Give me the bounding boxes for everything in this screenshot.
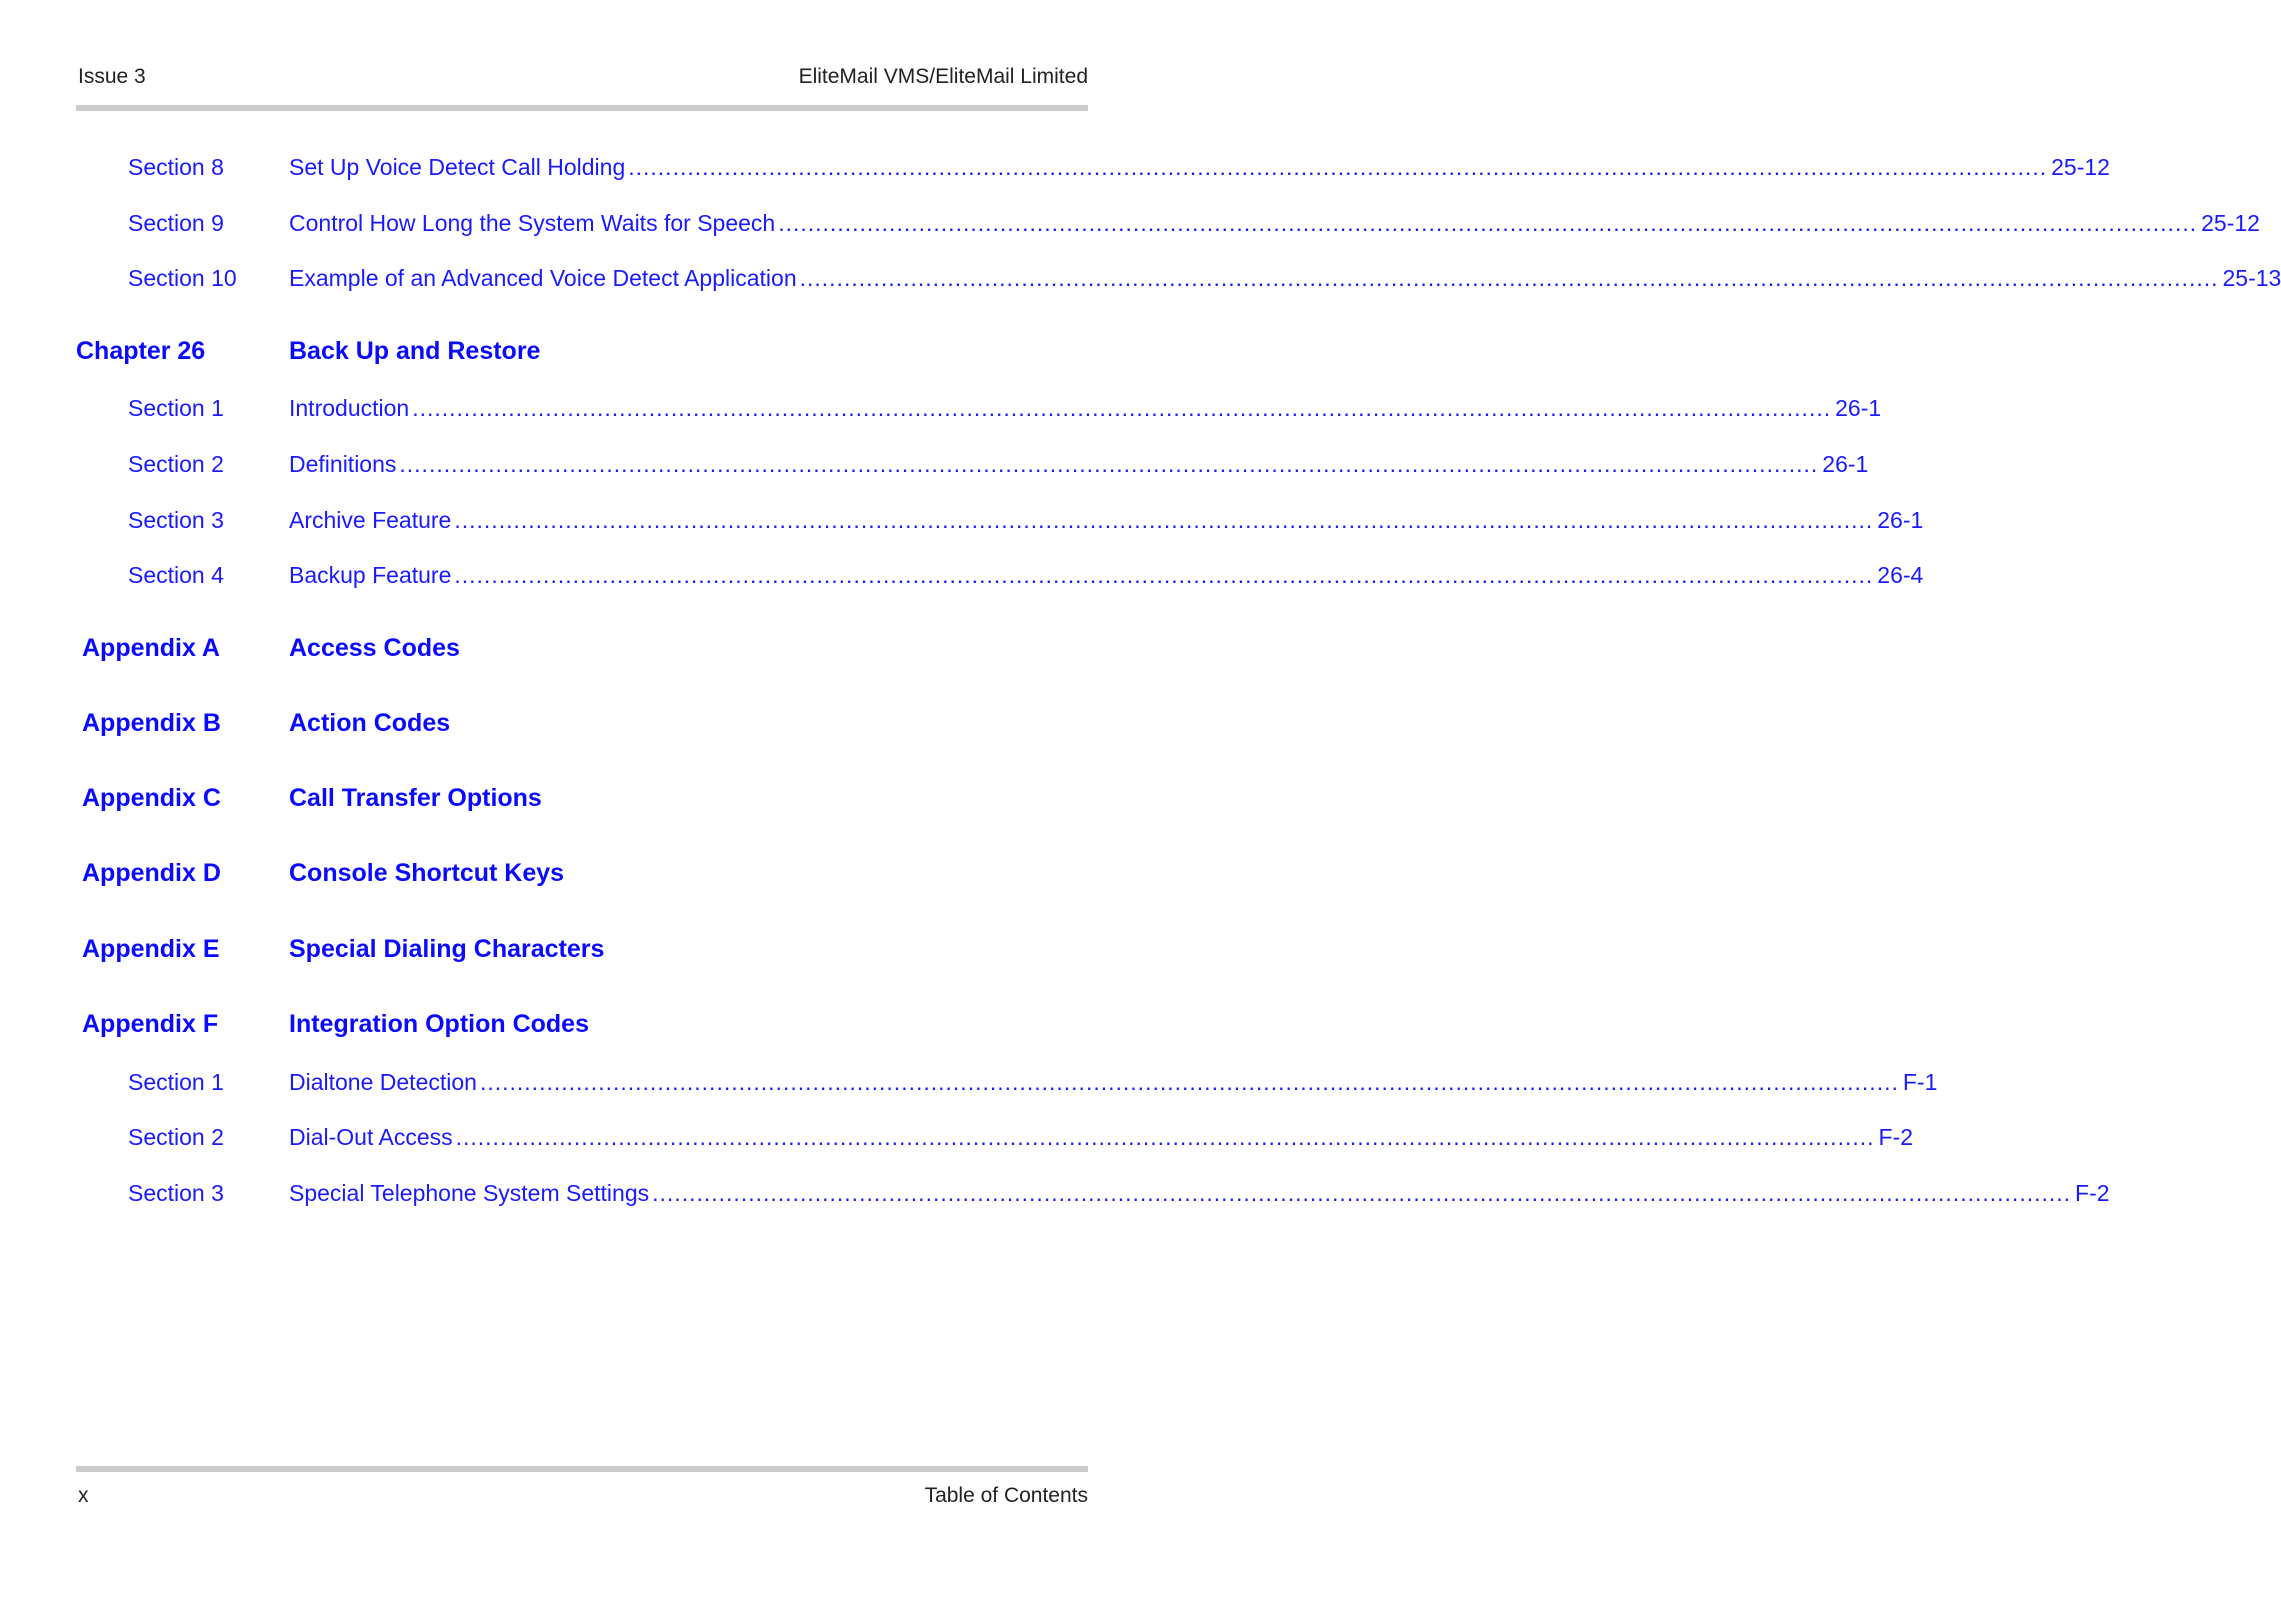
dot-leader: ................................................................................................................................................................................................ — [652, 1180, 2072, 1206]
toc-section-row — [0, 447, 1869, 481]
toc-entry-link[interactable] — [289, 1065, 1938, 1099]
section-title: Dialtone Detection — [289, 1069, 477, 1095]
header-rule — [76, 105, 1088, 111]
toc-entry-link[interactable] — [289, 1120, 1914, 1154]
appendix-letter: Appendix B — [82, 709, 221, 737]
toc-section-row — [0, 261, 2281, 295]
dot-leader: ................................................................................................................................................................................................ — [479, 1069, 1899, 1095]
section-title: Special Telephone System Settings — [289, 1180, 650, 1206]
toc-entry-link[interactable] — [289, 391, 1882, 425]
appendix-title-link[interactable]: Action Codes — [289, 709, 451, 737]
section-title: Control How Long the System Waits for Speech — [289, 210, 776, 236]
section-number: Section 9 — [128, 210, 224, 236]
appendix-title-link[interactable]: Integration Option Codes — [289, 1010, 589, 1038]
section-number: Section 3 — [128, 1180, 224, 1206]
appendix-title-link[interactable]: Console Shortcut Keys — [289, 859, 565, 887]
page-number: 26-4 — [1877, 562, 1924, 588]
chapter-number: Chapter 26 — [76, 337, 206, 365]
page-number: F-2 — [2075, 1180, 2110, 1206]
section-title: Dial-Out Access — [289, 1124, 453, 1150]
page-number: 26-1 — [1822, 451, 1869, 477]
page-number: F-2 — [1878, 1124, 1914, 1150]
footer-page-number: x — [78, 1484, 89, 1507]
toc-section-row — [0, 1176, 2110, 1210]
toc-section-row — [0, 150, 2110, 184]
appendix-title-link[interactable]: Access Codes — [289, 634, 460, 662]
section-title: Definitions — [289, 451, 397, 477]
appendix-title-link[interactable]: Special Dialing Characters — [289, 935, 605, 963]
page-number: 26-1 — [1877, 507, 1924, 533]
section-title: Example of an Advanced Voice Detect Application — [289, 265, 797, 291]
section-number: Section 1 — [128, 1069, 224, 1095]
section-title: Backup Feature — [289, 562, 452, 588]
toc-appendix-row — [0, 706, 1237, 740]
page-number: F-1 — [1902, 1069, 1938, 1095]
page-number: 25-13 — [2222, 265, 2281, 291]
toc-section-row — [0, 558, 1924, 592]
toc-section-row — [0, 206, 2260, 240]
appendix-letter: Appendix D — [82, 859, 221, 887]
dot-leader: ................................................................................................................................................................................................ — [455, 1124, 1875, 1150]
section-title: Archive Feature — [289, 507, 452, 533]
toc-entry-link[interactable] — [289, 206, 2260, 240]
dot-leader: ................................................................................................................................................................................................ — [399, 451, 1819, 477]
header-issue: Issue 3 — [78, 65, 146, 88]
page-number: 26-1 — [1835, 395, 1882, 421]
page-number: 25-12 — [2201, 210, 2260, 236]
section-number: Section 8 — [128, 154, 224, 180]
chapter-title-link[interactable]: Back Up and Restore — [289, 337, 541, 365]
section-number: Section 2 — [128, 451, 224, 477]
toc-appendix-row — [0, 932, 1237, 966]
toc-chapter-row — [0, 334, 1237, 368]
dot-leader: ................................................................................................................................................................................................ — [454, 507, 1874, 533]
dot-leader: ................................................................................................................................................................................................ — [778, 210, 2198, 236]
dot-leader: ................................................................................................................................................................................................ — [628, 154, 2048, 180]
toc-appendix-row — [0, 631, 1237, 665]
appendix-title-link[interactable]: Call Transfer Options — [289, 784, 542, 812]
toc-section-row — [0, 503, 1924, 537]
toc-section-row — [0, 1120, 1914, 1154]
toc-entry-link[interactable] — [289, 503, 1924, 537]
toc-appendix-row — [0, 856, 1237, 890]
toc-section-row — [0, 1065, 1938, 1099]
section-title: Set Up Voice Detect Call Holding — [289, 154, 626, 180]
section-number: Section 3 — [128, 507, 224, 533]
footer-rule — [76, 1466, 1088, 1472]
toc-appendix-row — [0, 781, 1237, 815]
header-product-title: EliteMail VMS/EliteMail Limited — [798, 65, 1088, 88]
appendix-letter: Appendix A — [82, 634, 220, 662]
toc-entry-link[interactable] — [289, 558, 1924, 592]
appendix-letter: Appendix F — [82, 1010, 219, 1038]
dot-leader: ................................................................................................................................................................................................ — [799, 265, 2219, 291]
toc-section-row — [0, 391, 1882, 425]
dot-leader: ................................................................................................................................................................................................ — [412, 395, 1832, 421]
section-number: Section 4 — [128, 562, 224, 588]
page-number: 25-12 — [2051, 154, 2110, 180]
toc-appendix-row — [0, 1007, 1237, 1041]
section-number: Section 2 — [128, 1124, 224, 1150]
footer-section-name: Table of Contents — [924, 1484, 1088, 1507]
section-number: Section 10 — [128, 265, 237, 291]
appendix-letter: Appendix C — [82, 784, 221, 812]
toc-entry-link[interactable] — [289, 447, 1869, 481]
toc-entry-link[interactable] — [289, 150, 2110, 184]
appendix-letter: Appendix E — [82, 935, 220, 963]
toc-entry-link[interactable] — [289, 261, 2281, 295]
toc-entry-link[interactable] — [289, 1176, 2110, 1210]
section-title: Introduction — [289, 395, 410, 421]
dot-leader: ................................................................................................................................................................................................ — [454, 562, 1874, 588]
section-number: Section 1 — [128, 395, 224, 421]
